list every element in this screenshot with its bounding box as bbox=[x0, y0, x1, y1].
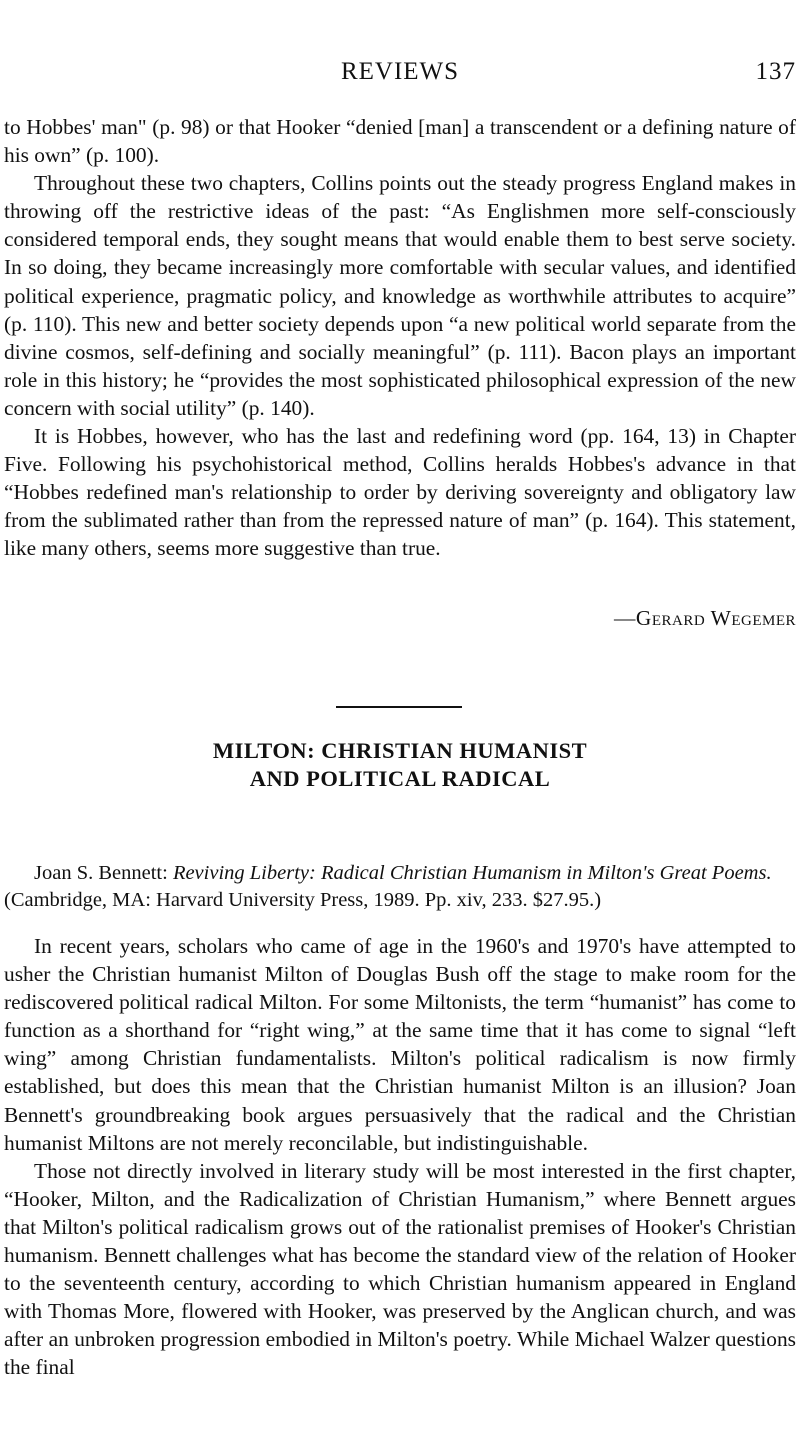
citation-author: Joan S. Bennett: bbox=[34, 862, 173, 884]
running-head bbox=[0, 58, 800, 90]
review-1-body bbox=[4, 113, 796, 563]
book-citation bbox=[4, 860, 796, 914]
running-head-title: REVIEWS bbox=[340, 58, 460, 85]
reviewer-signature: —Gerard Wegemer bbox=[614, 606, 796, 630]
review-2-paragraph: Those not directly involved in literary study will be most interested in the first chapter, “Hooker, Milton, and the Radicalization of Christian Humanism,” where Bennett argues that Milton's political radicalism grows out of the rationalist premises of Hooker's Christian humanism. Bennett challenges what has become the standard view of the relation of Hooker to the seventeenth century, according to which Christian humanism appeared in England with Thomas More, flowered with Hooker, was preserved by the Anglican church, and was after an unbroken progression embodied in Milton's poetry. While Michael Walzer questions the final bbox=[4, 1158, 796, 1380]
review-2-paragraph: In recent years, scholars who came of age in the 1960's and 1970's have attempted to usher the Christian humanist Milton of Douglas Bush off the stage to make room for the rediscovered political radical Milton. For some Miltonists, the term “humanist” has come to function as a shorthand for “right wing,” at the same time that it has come to signal “left wing” among Christian fundamentalists. Milton's political radicalism is now firmly established, but does this mean that the Christian humanist Milton is an illusion? Joan Bennett's groundbreaking book argues persuasively that the radical and the Christian humanist Miltons are not merely reconcilable, but indistinguishable. bbox=[4, 934, 796, 1155]
review-1-paragraph: to Hobbes' man" (p. 98) or that Hooker “denied [man] a transcendent or a defining nature of his own” (p. 100). bbox=[4, 115, 796, 168]
page-number: 137 bbox=[755, 58, 796, 85]
review-1-paragraph: It is Hobbes, however, who has the last and redefining word (pp. 164, 13) in Chapter Five. Following his psychohistorical method, Collins heralds Hobbes's advance in that “Hobbes redefined man's relationship to order by deriving sovereignty and obligatory law from the sublimated rather than from the repressed nature of man” (p. 164). This statement, like many others, seems more suggestive than true. bbox=[4, 424, 796, 561]
section-divider bbox=[336, 706, 462, 708]
review-1-paragraph: Throughout these two chapters, Collins points out the steady progress England makes in throwing off the restrictive ideas of the past: “As Englishmen more self-consciously considered temporal ends, they sought means that would enable them to best serve society. In so doing, they became increasingly more comfortable with secular values, and identified political experience, pragmatic policy, and knowledge as worthwhile attributes to acquire” (p. 110). This new and better society depends upon “a new political world separate from the divine cosmos, self-defining and socially meaningful” (p. 111). Bacon plays an important role in this history; he “provides the most sophisticated philosophical expression of the new concern with social utility” (p. 140). bbox=[4, 171, 796, 420]
review-2-title-line: MILTON: CHRISTIAN HUMANIST bbox=[212, 738, 588, 763]
review-2-body bbox=[4, 932, 796, 1382]
citation-book-title: Reviving Liberty: Radical Christian Humanism in Milton's Great Poems. bbox=[172, 862, 772, 884]
review-2-title bbox=[0, 737, 800, 793]
review-2-title-line: AND POLITICAL RADICAL bbox=[249, 766, 551, 791]
citation-publication: (Cambridge, MA: Harvard University Press, 1989. Pp. xiv, 233. $27.95.) bbox=[4, 889, 602, 911]
